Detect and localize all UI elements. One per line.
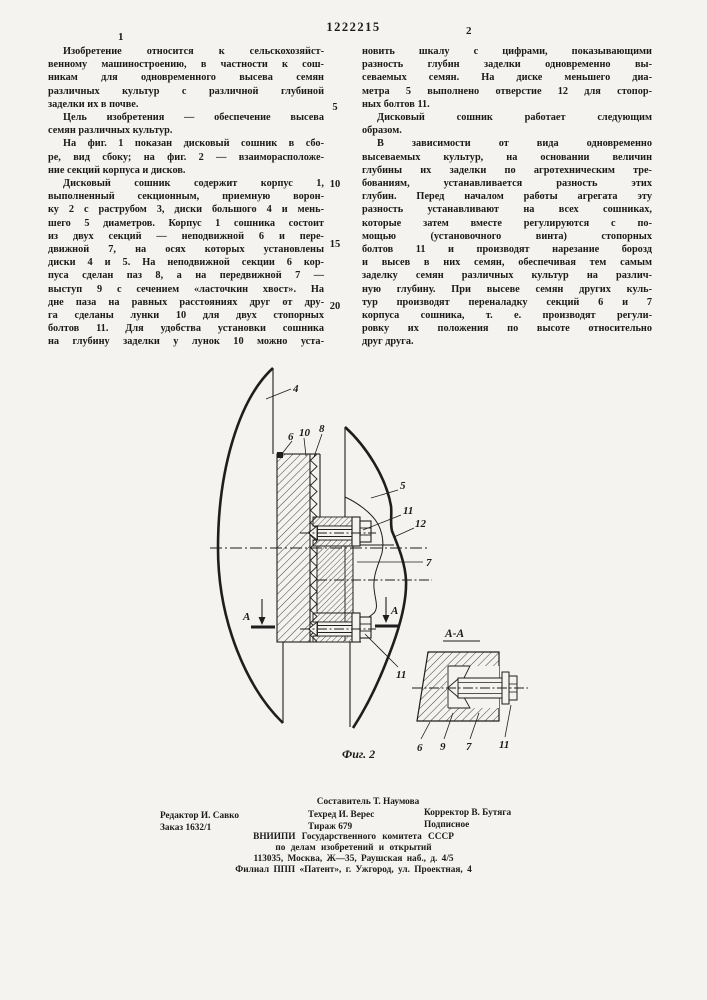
text-line: друг друга. [362, 336, 414, 348]
text-line: ре, вид сбоку; на фиг. 2 — взаиморасположе- [48, 151, 324, 163]
section-label-9: 9 [440, 741, 446, 753]
text-line: ровку их положения по высоте относительно [362, 323, 652, 335]
section-cut-marker-left [251, 599, 275, 627]
text-line: В зависимости от вида одновременно [377, 138, 652, 150]
disc-small-outline [345, 427, 406, 728]
figure-label-11-lower: 11 [396, 669, 407, 681]
column-number-right: 2 [466, 25, 472, 37]
section-view-a-a [412, 641, 528, 739]
text-line: различных культур с различной глубиной [48, 85, 324, 97]
text-line: выступ 9 с сечением «ласточкин хвост». На [48, 283, 324, 295]
text-line: образом. [362, 125, 402, 137]
figure-caption: Фиг. 2 [342, 747, 376, 761]
gutter-number: 5 [332, 102, 338, 113]
gutter-number: 10 [329, 179, 341, 190]
figure-label-7: 7 [426, 557, 432, 569]
footer-org-line2: по делам изобретений и открытий [275, 843, 432, 853]
text-line: Дисковый сошник работает следующим [377, 112, 652, 124]
figure-label-5: 5 [400, 480, 406, 492]
section-label-7: 7 [466, 741, 472, 753]
text-line: никам для одновременного высева семян [48, 72, 324, 84]
text-line: севаемых семян. На диске меньшего диа- [362, 72, 652, 84]
text-line: семян различных культур. [48, 125, 173, 137]
locking-bolt-lower [300, 613, 376, 642]
gutter-number: 15 [329, 239, 341, 250]
footer-order-number: Заказ 1632/1 [160, 823, 212, 833]
text-line: ную глубину. При высеве семян других куль- [362, 283, 652, 295]
cut-letter-a-left: А [243, 611, 251, 623]
text-line: разность глубин заделки одновременно вы- [362, 59, 652, 71]
text-line: которые затем вместе регулируются с по- [362, 217, 652, 229]
text-line: на глубину заделки у лунок 10 можно уста- [48, 336, 324, 348]
text-line: движной 7, на осях которых установлены [48, 244, 324, 256]
footer-compiler: Составитель Т. Наумова [316, 797, 420, 807]
figure-label-11-upper: 11 [403, 505, 414, 517]
text-line: разность устанавливают на всех сошниках, [362, 204, 652, 216]
text-line: выполненный секционным, приемную ворон- [48, 191, 324, 203]
text-line: и высев в них семян, обеспечивая тем самым [362, 257, 652, 269]
text-line: заделку семян различных культур на различ- [362, 270, 652, 282]
text-line: ку 2 с раструбом 3, диски большого 4 и мень- [48, 204, 324, 216]
text-line: ных болтов 11. [362, 98, 430, 110]
text-line: новить шкалу с цифрами, показывающими [362, 46, 652, 57]
text-line: шего 5 диаметров. Корпус 1 сошника состоит [48, 217, 324, 229]
figure-label-6: 6 [288, 431, 294, 443]
text-line: глубин. Перед началом работы агрегата эту [362, 191, 652, 203]
footer-techred: Техред И. Верес [308, 810, 375, 820]
section-label-6: 6 [417, 742, 423, 754]
section-label-11: 11 [499, 739, 510, 751]
section-view-title: А-А [445, 628, 465, 640]
figure-label-4: 4 [293, 383, 299, 395]
text-line: тур производят переналадку секций 6 и 7 [362, 296, 652, 308]
footer-editor: Редактор И. Савко [160, 811, 240, 821]
footer-print-run: Тираж 679 [308, 822, 353, 832]
figure-label-8: 8 [319, 423, 325, 435]
text-line: На фиг. 1 показан дисковый сошник в сбо- [63, 138, 324, 150]
text-line: мощью (установочного винта) стопорных [362, 230, 652, 242]
footer-subscription: Подписное [424, 820, 470, 830]
footer-org-line1: ВНИИПИ Государственного комитета СССР [253, 832, 454, 842]
figure-label-10: 10 [299, 427, 310, 439]
disc-large-outline [218, 368, 283, 723]
text-line: корпуса сошника, т. е. производят регули- [362, 310, 652, 322]
text-line: венному машиностроению, в частности к сош- [48, 59, 324, 71]
text-line: из двух секций — неподвижной 6 и пере- [48, 230, 324, 242]
column-number-left: 1 [118, 31, 124, 43]
text-line: ние секций корпуса и дисков. [48, 164, 186, 176]
footer-branch-address: Филиал ППП «Патент», г. Ужгород, ул. Проектная, 4 [235, 865, 472, 875]
text-line: глубины их заделки по агротехническим тре- [362, 164, 652, 176]
text-line: га сделаны лунки 10 для двух стопорных [48, 310, 324, 322]
cut-letter-a-right: А [391, 605, 399, 617]
text-line: высеваемых культур, на основании величин [362, 151, 652, 163]
gutter-number: 20 [329, 301, 341, 312]
patent-number: 1222215 [326, 20, 381, 34]
text-line: метра 5 выполнено отверстие 12 для стопор- [362, 85, 652, 97]
footer-org-address: 113035, Москва, Ж—35, Раушская наб., д. 4/5 [253, 854, 454, 864]
text-line: болтов 11. Для удобства установки сошника [48, 323, 324, 335]
text-line: бованиям, устанавливается разность этих [362, 178, 652, 190]
text-line: болтов 11 и производят нарезание борозд [362, 244, 652, 256]
footer-corrector: Корректор В. Бутяга [424, 808, 512, 818]
text-line: диски 4 и 5. На неподвижной секции 6 кор- [48, 257, 324, 269]
text-line: Цель изобретения — обеспечение высева [63, 112, 324, 124]
text-line: дне паза на равных расстояниях друг от дру- [48, 296, 324, 308]
text-line: заделки их в почве. [48, 98, 139, 110]
text-line: Изобретение относится к сельскохозяйст- [63, 46, 324, 57]
text-line: Дисковый сошник содержит корпус 1, [63, 178, 324, 190]
figure-label-12: 12 [415, 518, 426, 530]
text-line: пуса сделан паз 8, а на передвижной 7 — [48, 270, 324, 282]
